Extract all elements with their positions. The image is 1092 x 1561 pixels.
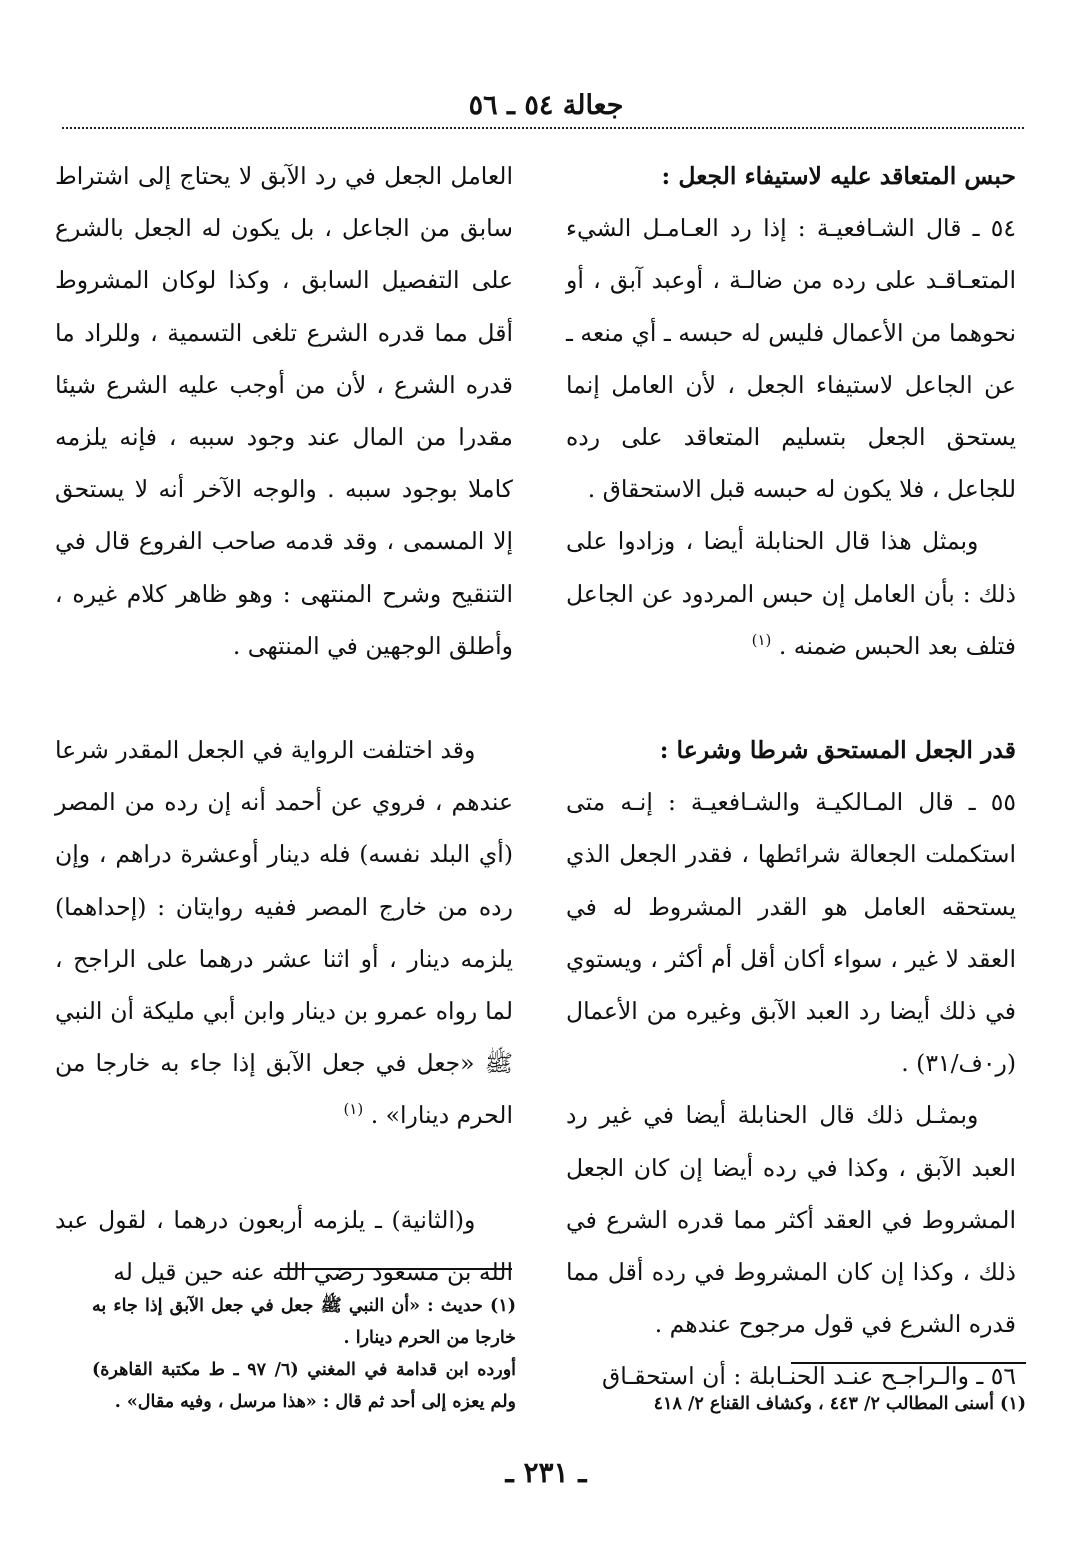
right-column [566,150,1016,1403]
left-paragraph-1: العامل الجعل في رد الآبق لا يحتاج إلى اشتراط سابق من الجاعل ، بل يكون له الجعل بالشرع على التفصيل السابق ، وكذا لوكان المشروط أقل مما قدره الشرع تلغى التسمية ، وللراد ما قدره الشرع ، لأن من أوجب عليه الشرع شيئا مقدرا من المال عند وجود سببه ، فإنه يلزمه كاملا بوجود سببه . والوجه الآخر أنه لا يستحق إلا المسمى ، وقد قدمه صاحب الفروع قال في التنقيح وشرح المنتهى : وهو ظاهر كلام غيره ، وأطلق الوجهين في المنتهى . [55,162,513,660]
header-dotted-rule [62,127,1024,129]
left-paragraph-3: و(الثانية) ـ يلزمه أربعون درهما ، لقول عبد الله بن مسعود رضي الله عنه حين قيل له [55,1205,513,1286]
spacer [55,1142,513,1194]
section-heading-withholding: حبس المتعاقد عليه لاستيفاء الجعل : [661,162,1016,190]
footnote-ref: (١) [343,1100,364,1119]
spacer [55,672,513,724]
footnote-right-text: (١) أسنى المطالب ٢/ ٤٤٣ ، وكشاف القناع ٢/ ٤١٨ [653,1394,1026,1414]
left-column [55,150,513,1298]
footnote-rule-left [280,1268,512,1270]
paragraph-55-hanbali: وبمثـل ذلك قال الحنابلة أيضا في غير رد العبد الآبق ، وكذا في رده أيضا إن كان الجعل المشروط في العقد أكثر مما قدره الشرع في ذلك ، وكذا إن كان المشروط في رده أقل مما قدره الشرع في قول مرجوح عندهم . [566,1101,1016,1339]
paragraph-54-hanbali [566,515,1016,672]
paragraph-54: ٥٤ ـ قال الشـافعيـة : إذا رد العـامـل الشيء المتعـاقـد على رده من ضالـة ، أوعبد آبق ، أو نحوهما من الأعمال فليس له حبسه ـ أي منعه ـ عن الجاعل لاستيفاء الجعل ، لأن العامل إنما يستحق الجعل بتسليم المتعاقد على رده للجاعل ، فلا يكون له حبسه قبل الاستحقاق . [566,214,1016,504]
left-paragraph-2-text: وقد اختلفت الرواية في الجعل المقدر شرعا عندهم ، فروي عن أحمد أنه إن رده من المصر (أي البلد نفسه) فله دينار أوعشرة دراهم ، وإن رده من خارج المصر ففيه روايتان : (إحداهما) يلزمه دينار ، أو اثنا عشر درهما على الراجح ، لما رواه عمرو بن دينار وابن أبي مليكة أن النبي ﷺ «جعل في جعل الآبق إذا جاء به خارجا من الحرم دينارا» . [55,736,513,1130]
left-paragraph-2 [55,724,513,1142]
footnote-left-text-1: (١) حديث : «أن النبي ﷺ جعل في جعل الآبق إذا جاء به خارجا من الحرم دينارا . [92,1296,516,1348]
spacer [566,672,1016,724]
footnote-ref: (١) [751,631,772,649]
footnote-left [92,1290,516,1418]
paragraph-56: ٥٦ ـ والـراجـح عنـد الحنـابلة : أن استحقـاق [601,1362,1016,1391]
page-number: ـ ٢٣١ ـ [505,1456,587,1489]
paragraph-55: ٥٥ ـ قال المـالكيـة والشـافعيـة : إنـه متى استكملت الجعالة شرائطها ، فقدر الجعل الذي يستحقه العامل هو القدر المشروط له في العقد لا غير ، سواء أكان أقل أم أكثر ، ويستوي في ذلك أيضا رد العبد الآبق وغيره من الأعمال (ر٠ف/٣١) . [566,788,1016,1078]
footnote-rule-right [791,1362,1026,1364]
footnote-left-text-2: أورده ابن قدامة في المغني (٦/ ٩٧ ـ ط مكتبة القاهرة) ولم يعزه إلى أحد ثم قال : «هذا مرسل ، وفيه مقال» . [92,1360,517,1412]
footnote-right [566,1388,1026,1420]
page-header: جعالة ٥٤ ـ ٥٦ [468,90,624,121]
paragraph-54-hanbali-text: وبمثل هذا قال الحنابلة أيضا ، وزادوا على ذلك : بأن العامل إن حبس المردود عن الجاعل فتلف بعد الحبس ضمنه . [566,527,1016,660]
section-heading-amount: قدر الجعل المستحق شرطا وشرعا : [659,736,1016,765]
